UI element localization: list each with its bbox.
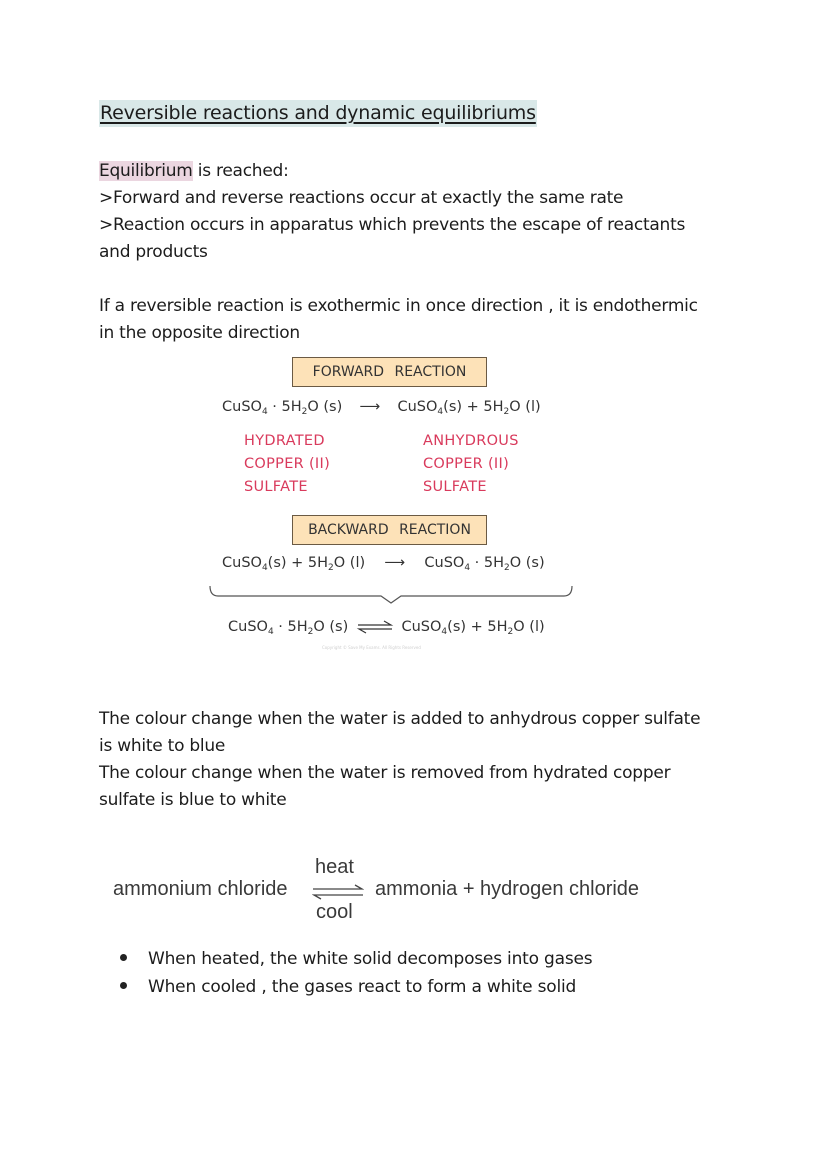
reversible-arrow-icon	[355, 620, 395, 634]
backward-equation: CuSO$_4$(s) + $5H_2O$ (l) ⟶ CuSO$_4$ · $5H_2O$ (s)	[222, 555, 545, 573]
equilibrium-heading-rest: is reached:	[192, 161, 289, 181]
forward-equation: CuSO$_4$ · $5H_2O$ (s) ⟶ CuSO$_4$(s) + $5H_2O$ (l)	[222, 399, 541, 417]
colour-change-line-4: sulfate is blue to white	[99, 790, 287, 810]
bullet-icon	[120, 954, 127, 961]
hydrated-line-3: SULFATE	[244, 479, 308, 495]
equilibrium-point-2-cont: and products	[99, 242, 208, 262]
equilibrium-point-2: >Reaction occurs in apparatus which prevents the escape of reactants	[99, 215, 686, 235]
exo-endo-line-2: in the opposite direction	[99, 323, 300, 343]
hydrated-copper-sulfate-label	[244, 430, 330, 499]
bullet-item	[120, 973, 592, 1001]
anhydrous-copper-sulfate-label	[423, 430, 519, 499]
forward-reaction-label: FORWARD REACTION	[292, 357, 487, 387]
anhydrous-line-1: ANHYDROUS	[423, 433, 519, 449]
condition-heat: heat	[315, 856, 354, 878]
backward-reaction-label: BACKWARD REACTION	[292, 515, 487, 545]
bullet-text: When heated, the white solid decomposes into gases	[148, 949, 593, 969]
hydrated-line-2: COPPER (II)	[244, 456, 331, 472]
bullet-item	[120, 945, 592, 973]
ammonium-chloride-equation	[113, 856, 673, 926]
bullet-icon	[120, 982, 127, 989]
combining-brace-icon	[208, 584, 574, 606]
copyright-notice: Copyright © Save My Exams. All Rights Reserved	[322, 645, 421, 650]
colour-change-line-2: is white to blue	[99, 736, 226, 756]
anhydrous-line-2: COPPER (II)	[423, 456, 510, 472]
hydrated-line-1: HYDRATED	[244, 433, 325, 449]
colour-change-line-1: The colour change when the water is added to anhydrous copper sulfate	[99, 709, 701, 729]
condition-cool: cool	[316, 901, 353, 923]
reactant: ammonium chloride	[113, 878, 288, 900]
equilibrium-keyword: Equilibrium	[99, 161, 193, 181]
anhydrous-line-3: SULFATE	[423, 479, 487, 495]
exo-endo-line-1: If a reversible reaction is exothermic in once direction , it is endothermic	[99, 296, 698, 316]
equilibrium-equation: CuSO$_4$ · $5H_2O$ (s) CuSO$_4$(s) + $5H_2O$ (l)	[228, 619, 545, 637]
equilibrium-heading	[99, 158, 289, 185]
bullet-list	[120, 945, 592, 1001]
reversible-arrow-icon	[312, 884, 364, 900]
products: ammonia + hydrogen chloride	[375, 878, 640, 900]
page-title: Reversible reactions and dynamic equilibriums	[99, 100, 537, 127]
colour-change-line-3: The colour change when the water is removed from hydrated copper	[99, 763, 671, 783]
copper-sulfate-diagram	[200, 352, 590, 657]
equilibrium-point-1: >Forward and reverse reactions occur at exactly the same rate	[99, 188, 624, 208]
bullet-text: When cooled , the gases react to form a white solid	[148, 977, 577, 997]
